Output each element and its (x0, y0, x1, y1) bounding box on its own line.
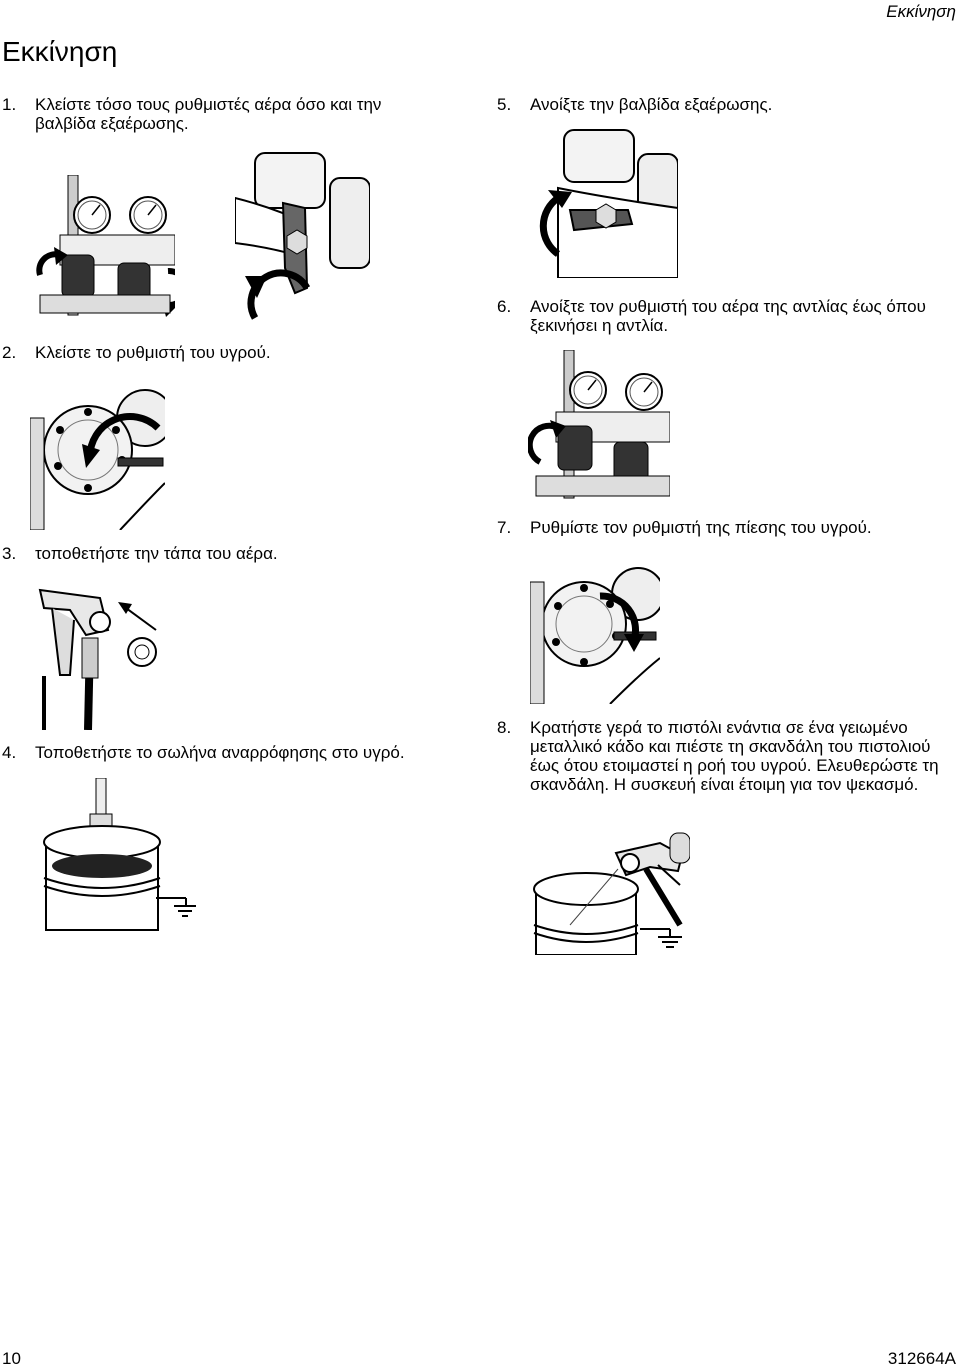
step-text: Τοποθετήστε το σωλήνα αναρρόφησης στο υγρό. (35, 743, 405, 762)
document-id: 312664A (887, 1349, 956, 1368)
step-number: 4. (2, 743, 17, 762)
spray-gun-air-cap-illustration (30, 580, 165, 730)
step-number: 3. (2, 544, 17, 563)
fluid-regulator-close-illustration (30, 388, 165, 530)
page-number: 10 (2, 1349, 21, 1368)
step-text: Ρυθμίστε τον ρυθμιστή της πίεσης του υγρού. (530, 518, 872, 537)
air-regulator-open-illustration (528, 350, 670, 502)
step-6 (497, 297, 947, 337)
step-text: Κλείστε το ρυθμιστή του υγρού. (35, 343, 271, 362)
step-7 (497, 518, 947, 538)
step-text: Κρατήστε γερά το πιστόλι ενάντια σε ένα γειωμένο μεταλλικό κάδο και πιέστε τη σκανδάλη του πιστολιού έως ότου ετοιμαστεί η ροή του υγρού. Ελευθερώστε τη σκανδάλη. Η συσκευή είναι έτοιμη για τον ψεκασμό. (530, 718, 939, 794)
bleed-valve-closed-illustration (235, 148, 370, 328)
step-8 (497, 718, 960, 818)
step-2 (2, 343, 452, 363)
step-text: Ανοίξτε τον ρυθμιστή του αέρα της αντλίας έως όπου ξεκινήσει η αντλία. (530, 297, 926, 335)
page-title: Εκκίνηση (2, 36, 118, 67)
step-number: 2. (2, 343, 17, 362)
air-regulators-illustration (30, 175, 175, 320)
step-number: 7. (497, 518, 512, 537)
gun-grounded-pail-illustration (530, 825, 690, 955)
step-number: 8. (497, 718, 512, 737)
suction-hose-pail-illustration (36, 778, 196, 933)
running-header: Εκκίνηση (886, 2, 956, 21)
bleed-valve-open-illustration (528, 128, 678, 278)
step-number: 6. (497, 297, 512, 316)
step-number: 1. (2, 95, 17, 114)
fluid-regulator-adjust-illustration (530, 562, 660, 704)
step-number: 5. (497, 95, 512, 114)
step-text: τοποθετήστε την τάπα του αέρα. (35, 544, 278, 563)
step-3 (2, 544, 452, 564)
step-5 (497, 95, 947, 115)
step-text: Κλείστε τόσο τους ρυθμιστές αέρα όσο και την βαλβίδα εξαέρωσης. (35, 95, 382, 133)
step-text: Ανοίξτε την βαλβίδα εξαέρωσης. (530, 95, 773, 114)
step-1 (2, 95, 452, 135)
step-4 (2, 743, 472, 763)
